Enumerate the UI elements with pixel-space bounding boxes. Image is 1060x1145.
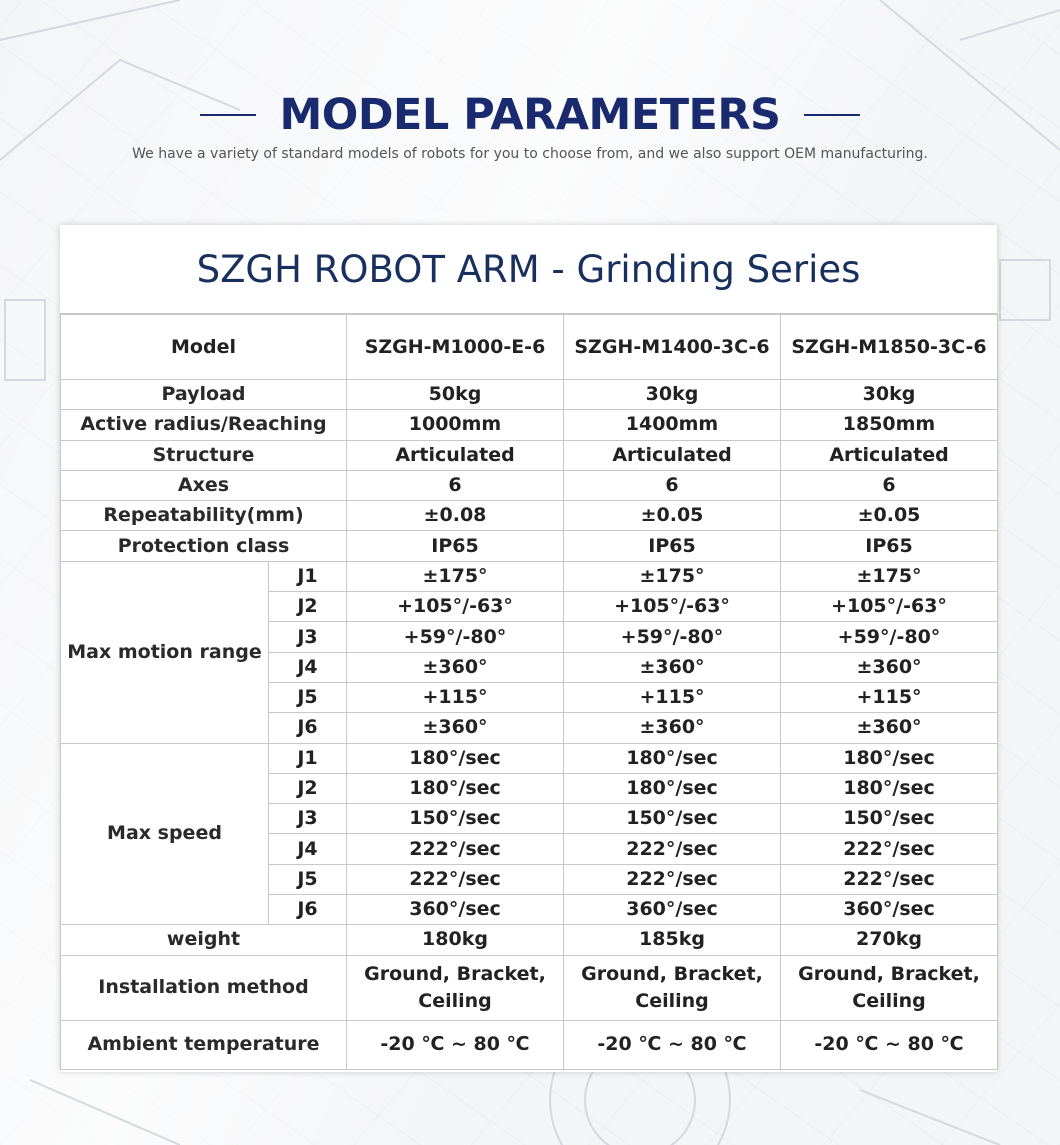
parameters-card — [60, 225, 997, 1072]
joint-value: ±360° — [347, 713, 564, 743]
table-header-row — [61, 315, 998, 380]
row-value: Articulated — [564, 440, 781, 470]
joint-value: ±360° — [564, 713, 781, 743]
joint-label: J1 — [269, 561, 347, 591]
table-row — [61, 501, 998, 531]
joint-value: ±360° — [347, 652, 564, 682]
row-value: ±0.05 — [781, 501, 998, 531]
row-value: ±0.05 — [564, 501, 781, 531]
row-value: IP65 — [347, 531, 564, 561]
model-name: SZGH-M1000-E-6 — [347, 315, 564, 380]
model-label: Model — [61, 315, 347, 380]
joint-value: 222°/sec — [564, 864, 781, 894]
joint-value: 360°/sec — [564, 895, 781, 925]
row-label: Structure — [61, 440, 347, 470]
joint-value: 150°/sec — [781, 804, 998, 834]
row-value: 50kg — [347, 380, 564, 410]
row-value: IP65 — [781, 531, 998, 561]
joint-value: 150°/sec — [564, 804, 781, 834]
weight-row-label: weight — [61, 925, 347, 955]
joint-value: 180°/sec — [781, 743, 998, 773]
row-value: 1000mm — [347, 410, 564, 440]
joint-value: 360°/sec — [781, 895, 998, 925]
row-value: 1400mm — [564, 410, 781, 440]
temperature-row-label: Ambient temperature — [61, 1020, 347, 1069]
temperature-row-value: -20 ℃ ~ 80 ℃ — [781, 1020, 998, 1069]
speed-group-label: Max speed — [61, 743, 269, 925]
page-subtitle: We have a variety of standard models of robots for you to choose from, and we also support OEM manufacturing. — [132, 146, 928, 162]
row-label: Repeatability(mm) — [61, 501, 347, 531]
joint-value: +105°/-63° — [564, 592, 781, 622]
joint-value: +59°/-80° — [781, 622, 998, 652]
joint-label: J6 — [269, 895, 347, 925]
installation-row-label: Installation method — [61, 955, 347, 1020]
installation-row-value: Ground, Bracket, Ceiling — [781, 955, 998, 1020]
row-value: 6 — [347, 470, 564, 500]
installation-row — [61, 955, 998, 1020]
joint-value: 222°/sec — [781, 864, 998, 894]
joint-label: J3 — [269, 622, 347, 652]
weight-row — [61, 925, 998, 955]
joint-label: J2 — [269, 592, 347, 622]
joint-value: 180°/sec — [564, 743, 781, 773]
row-value: 30kg — [781, 380, 998, 410]
joint-value: ±360° — [781, 652, 998, 682]
joint-value: +59°/-80° — [564, 622, 781, 652]
joint-label: J1 — [269, 743, 347, 773]
title-row — [0, 88, 1060, 142]
joint-label: J5 — [269, 864, 347, 894]
joint-value: ±175° — [781, 561, 998, 591]
joint-value: 222°/sec — [564, 834, 781, 864]
parameters-table — [60, 314, 998, 1070]
temperature-row — [61, 1020, 998, 1069]
joint-value: 150°/sec — [347, 804, 564, 834]
page-header — [0, 88, 1060, 162]
table-row — [61, 440, 998, 470]
table-row — [61, 470, 998, 500]
table-title: SZGH ROBOT ARM - Grinding Series — [60, 225, 997, 314]
joint-row — [61, 743, 998, 773]
joint-label: J4 — [269, 834, 347, 864]
row-value: Articulated — [781, 440, 998, 470]
joint-label: J5 — [269, 682, 347, 712]
row-value: 6 — [564, 470, 781, 500]
row-value: ±0.08 — [347, 501, 564, 531]
joint-value: +115° — [781, 682, 998, 712]
temperature-row-value: -20 ℃ ~ 80 ℃ — [347, 1020, 564, 1069]
joint-value: +105°/-63° — [347, 592, 564, 622]
joint-value: ±175° — [347, 561, 564, 591]
joint-label: J4 — [269, 652, 347, 682]
row-value: 6 — [781, 470, 998, 500]
joint-value: ±175° — [564, 561, 781, 591]
row-label: Protection class — [61, 531, 347, 561]
row-value: 1850mm — [781, 410, 998, 440]
row-value: IP65 — [564, 531, 781, 561]
row-label: Payload — [61, 380, 347, 410]
joint-value: ±360° — [781, 713, 998, 743]
model-name: SZGH-M1850-3C-6 — [781, 315, 998, 380]
row-label: Active radius/Reaching — [61, 410, 347, 440]
joint-value: +105°/-63° — [781, 592, 998, 622]
table-row — [61, 380, 998, 410]
joint-label: J6 — [269, 713, 347, 743]
joint-row — [61, 561, 998, 591]
row-label: Axes — [61, 470, 347, 500]
page-title: MODEL PARAMETERS — [279, 90, 781, 140]
joint-value: 180°/sec — [347, 743, 564, 773]
table-row — [61, 410, 998, 440]
table-row — [61, 531, 998, 561]
joint-value: 222°/sec — [781, 834, 998, 864]
weight-row-value: 180kg — [347, 925, 564, 955]
joint-value: +115° — [564, 682, 781, 712]
joint-label: J2 — [269, 773, 347, 803]
title-divider-right — [804, 114, 860, 116]
joint-value: +115° — [347, 682, 564, 712]
joint-label: J3 — [269, 804, 347, 834]
joint-value: 360°/sec — [347, 895, 564, 925]
installation-row-value: Ground, Bracket, Ceiling — [564, 955, 781, 1020]
joint-value: 180°/sec — [564, 773, 781, 803]
temperature-row-value: -20 ℃ ~ 80 ℃ — [564, 1020, 781, 1069]
weight-row-value: 185kg — [564, 925, 781, 955]
joint-value: ±360° — [564, 652, 781, 682]
joint-value: 180°/sec — [347, 773, 564, 803]
row-value: Articulated — [347, 440, 564, 470]
joint-value: 180°/sec — [781, 773, 998, 803]
joint-value: 222°/sec — [347, 864, 564, 894]
model-name: SZGH-M1400-3C-6 — [564, 315, 781, 380]
title-divider-left — [200, 114, 256, 116]
joint-value: +59°/-80° — [347, 622, 564, 652]
joint-value: 222°/sec — [347, 834, 564, 864]
motion-group-label: Max motion range — [61, 561, 269, 743]
weight-row-value: 270kg — [781, 925, 998, 955]
installation-row-value: Ground, Bracket, Ceiling — [347, 955, 564, 1020]
row-value: 30kg — [564, 380, 781, 410]
